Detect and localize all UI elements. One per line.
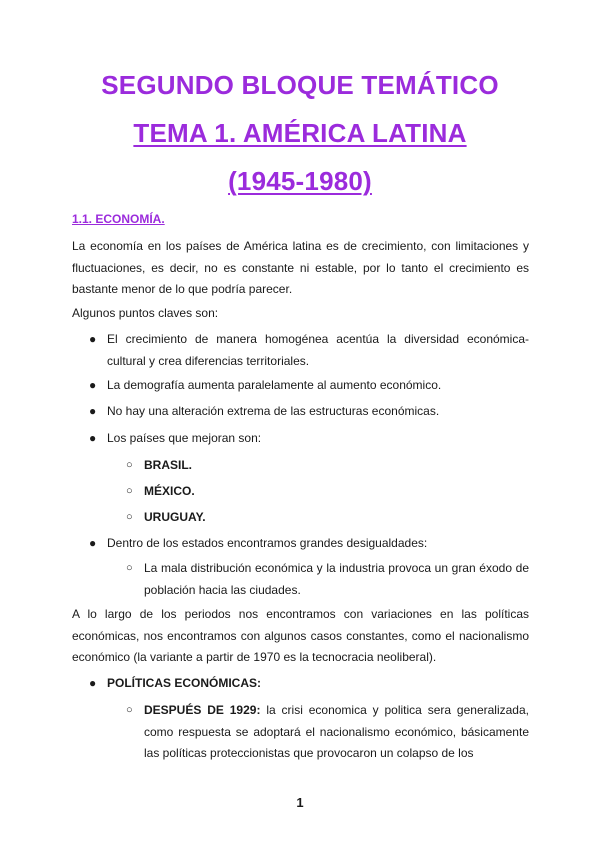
bullet-dot: ● — [89, 404, 97, 418]
sub-bullet-circle: ○ — [126, 511, 133, 523]
bullet-dot: ● — [89, 431, 97, 445]
policy-item-text: la crisi economica y politica sera generalizada, como respuesta se adoptará el nacionalismo económico, básicamente las políticas proteccionistas que provocaron un colapso de los — [144, 703, 529, 760]
bullet-dot: ● — [89, 676, 97, 690]
list-item: La demografía aumenta paralelamente al aumento económico. — [107, 378, 442, 392]
topic-title: TEMA 1. AMÉRICA LATINA — [133, 118, 467, 148]
list-item: No hay una alteración extrema de las estructuras económicas. — [107, 404, 440, 418]
list-item: Dentro de los estados encontramos grandes desigualdades: — [107, 536, 428, 550]
sub-bullet-circle: ○ — [126, 459, 133, 471]
sub-bullet-circle: ○ — [126, 485, 133, 497]
sub-bullet-circle: ○ — [126, 562, 133, 574]
periods-paragraph: A lo largo de los periodos nos encontramos con variaciones en las políticas económicas, nos encontramos con algunos casos constantes, como el nacionalismo económico (la variante a partir de 1970 es la tecnocracia neoliberal). — [72, 607, 529, 664]
policy-item-label: DESPUÉS DE 1929: — [144, 703, 261, 717]
block-title: SEGUNDO BLOQUE TEMÁTICO — [101, 70, 499, 100]
country-item: BRASIL. — [144, 458, 192, 472]
policy-item — [144, 700, 529, 765]
country-item: MÉXICO. — [144, 484, 195, 498]
sub-bullet-circle: ○ — [126, 704, 133, 716]
bullet-dot: ● — [89, 332, 97, 346]
key-points-intro: Algunos puntos claves son: — [72, 306, 219, 320]
bullet-dot: ● — [89, 536, 97, 550]
policies-heading: POLÍTICAS ECONÓMICAS: — [107, 676, 262, 690]
bullet-dot: ● — [89, 378, 97, 392]
section-heading: 1.1. ECONOMÍA. — [72, 212, 165, 226]
list-item: Los países que mejoran son: — [107, 431, 262, 445]
list-item: El crecimiento de manera homogénea acentúa la diversidad económica-cultural y crea diferencias territoriales. — [107, 332, 529, 368]
topic-date-range: (1945-1980) — [228, 166, 372, 196]
country-item: URUGUAY. — [144, 510, 206, 524]
page-number: 1 — [296, 795, 304, 810]
inequality-sub-item: La mala distribución económica y la industria provoca un gran éxodo de población hacia las ciudades. — [144, 561, 529, 597]
intro-paragraph: La economía en los países de América latina es de crecimiento, con limitaciones y fluctuaciones, es decir, no es constante ni estable, por lo tanto el crecimiento es bastante menor de lo que podría parecer. — [72, 239, 529, 296]
